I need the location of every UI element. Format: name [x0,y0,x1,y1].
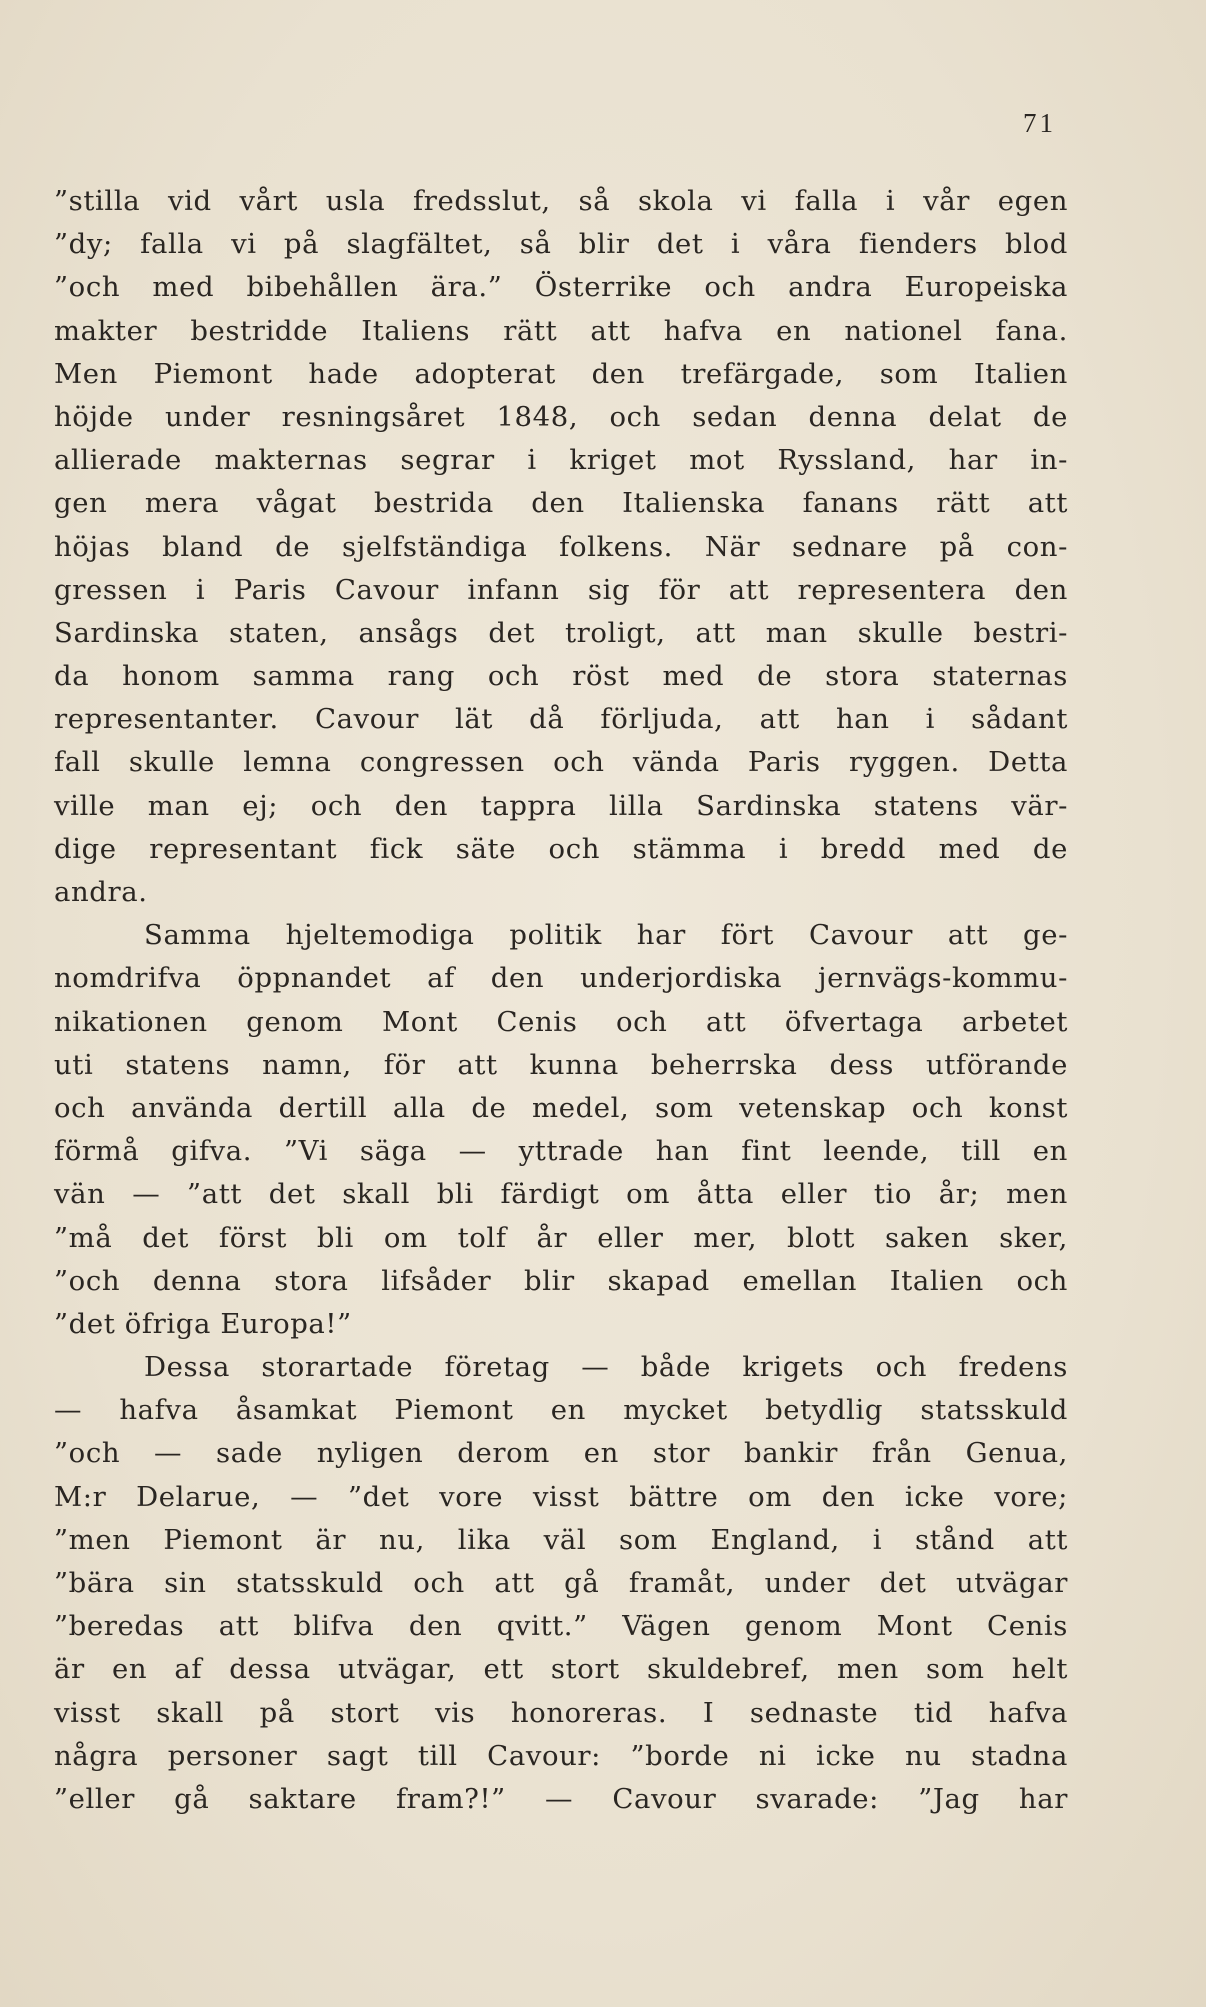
text-line: ”och med bibehållen ära.” Österrike och andra Europeiska [54,271,1068,304]
text-line: är en af dessa utvägar, ett stort skuldebref, men som helt [54,1653,1068,1686]
text-line: förmå gifva. ”Vi säga — yttrade han fint leende, till en [54,1135,1068,1168]
text-line: andra. [54,876,148,908]
text-line: M:r Delarue, — ”det vore visst bättre om den icke vore; [54,1480,1068,1513]
text-line: visst skall på stort vis honoreras. I sednaste tid hafva [54,1696,1068,1729]
text-line: da honom samma rang och röst med de stora staternas [54,660,1068,693]
text-line: gressen i Paris Cavour infann sig för att representera den [54,573,1068,606]
text-line: nikationen genom Mont Cenis och att öfvertaga arbetet [54,1005,1068,1038]
text-line: gen mera vågat bestrida den Italienska fanans rätt att [54,487,1068,520]
text-line: och använda dertill alla de medel, som vetenskap och konst [54,1091,1068,1124]
text-line: representanter. Cavour lät då förljuda, att han i sådant [54,703,1068,736]
text-line: ”stilla vid vårt usla fredsslut, så skola vi falla i vår egen [54,185,1068,217]
text-line: Sardinska staten, ansågs det troligt, att man skulle bestri- [54,616,1068,649]
text-line: Samma hjeltemodiga politik har fört Cavour att ge- [144,919,1068,952]
text-line: ”och — sade nyligen derom en stor bankir från Genua, [54,1437,1068,1470]
text-line: ”eller gå saktare fram?!” — Cavour svarade: ”Jag har [54,1782,1068,1815]
body-text [54,180,1068,1821]
text-line: dige representant fick säte och stämma i bredd med de [54,832,1068,865]
text-line: höjas bland de sjelfständiga folkens. När sednare på con- [54,530,1068,563]
text-line: några personer sagt till Cavour: ”borde ni icke nu stadna [54,1739,1068,1772]
text-line: ville man ej; och den tappra lilla Sardinska statens vär- [54,789,1068,822]
text-line: Men Piemont hade adopterat den trefärgade, som Italien [54,357,1068,390]
text-line: ”och denna stora lifsåder blir skapad emellan Italien och [54,1264,1068,1297]
text-line: ”det öfriga Europa!” [54,1307,352,1340]
text-line: allierade makternas segrar i kriget mot Ryssland, har in- [54,444,1068,477]
text-line: ”må det först bli om tolf år eller mer, blott saken sker, [54,1221,1068,1254]
text-line: makter bestridde Italiens rätt att hafva en nationel fana. [54,314,1068,347]
text-line: höjde under resningsåret 1848, och sedan denna delat de [54,400,1068,433]
text-line: uti statens namn, för att kunna beherrska dess utförande [54,1048,1068,1081]
text-line: nomdrifva öppnandet af den underjordiska jernvägs-kommu- [54,962,1068,995]
text-line: fall skulle lemna congressen och vända Paris ryggen. Detta [54,746,1068,779]
text-line: ”dy; falla vi på slagfältet, så blir det i våra fienders blod [54,228,1068,261]
text-line: vän — ”att det skall bli färdigt om åtta eller tio år; men [54,1178,1068,1211]
text-line: ”beredas att blifva den qvitt.” Vägen genom Mont Cenis [54,1610,1068,1643]
page-number: 71 [1023,108,1056,138]
text-line: — hafva åsamkat Piemont en mycket betydlig statsskuld [54,1394,1068,1427]
text-line: ”men Piemont är nu, lika väl som England, i stånd att [54,1523,1068,1556]
text-line: Dessa storartade företag — både krigets och fredens [144,1351,1068,1384]
text-line: ”bära sin statsskuld och att gå framåt, under det utvägar [54,1567,1068,1599]
